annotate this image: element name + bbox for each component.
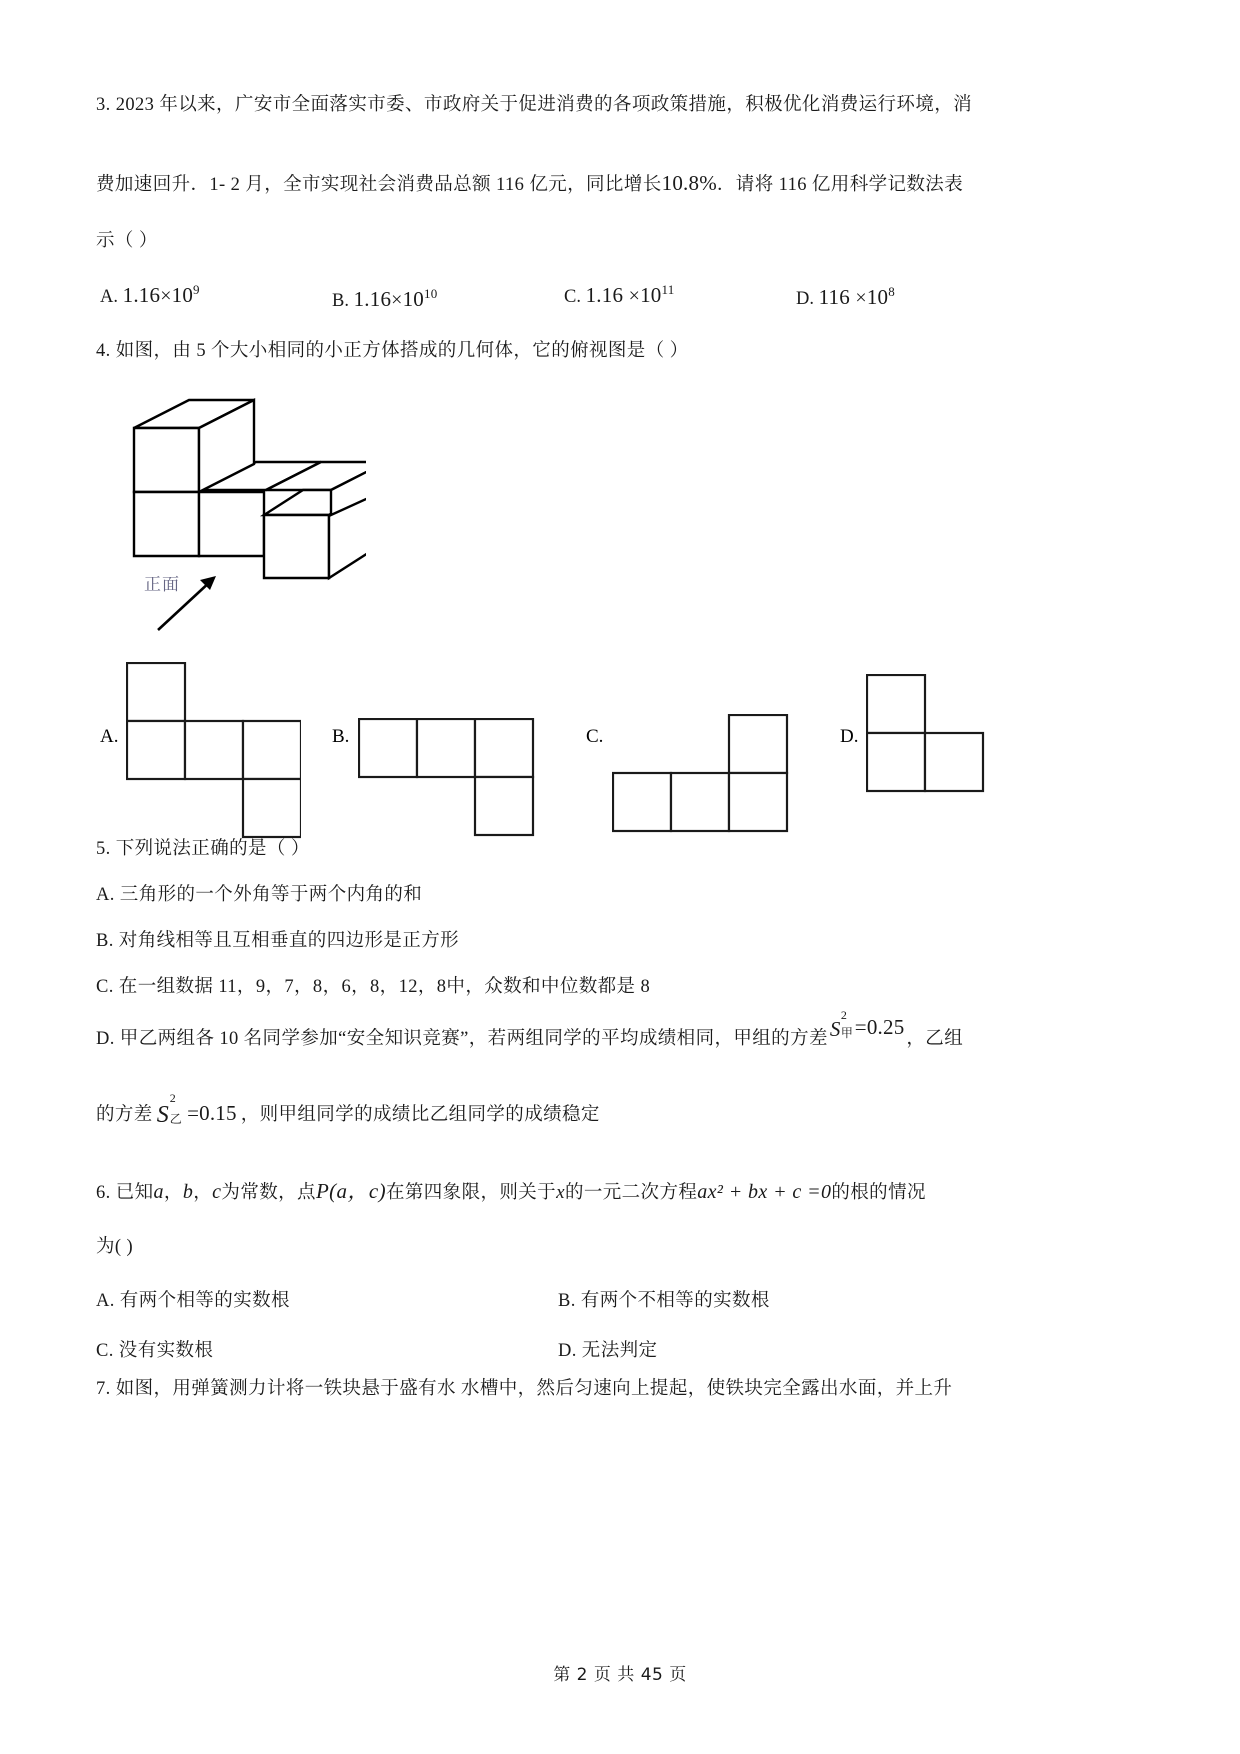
question-6-p1: 6. 已知 bbox=[96, 1183, 154, 1203]
question-3-option-d-value: $116 \times 10^8$ bbox=[818, 284, 895, 309]
question-3-option-a-value: $1.16\times 10^9$ bbox=[122, 282, 200, 307]
question-6-text bbox=[96, 1178, 926, 1205]
question-3-line-3: 示（ ） bbox=[96, 231, 158, 251]
question-5-option-b[interactable]: B. 对角线相等且互相垂直的四边形是正方形 bbox=[96, 931, 459, 951]
question-3-line-2-tail: ．请将 116 亿用科学记数法表 bbox=[716, 175, 964, 195]
page-footer: 第 2 页 共 45 页 bbox=[553, 1665, 687, 1685]
question-3-option-d-label: D. bbox=[796, 289, 814, 309]
question-3-option-a[interactable] bbox=[100, 282, 200, 308]
question-5-option-d-part1: D. 甲乙两组各 10 名同学参加“安全知识竞赛”，若两组同学的平均成绩相同，甲组的方差 bbox=[96, 1029, 828, 1049]
question-3-line-2 bbox=[96, 170, 963, 197]
question-4-option-d-grid bbox=[866, 674, 1016, 854]
question-3-option-b-value: $1.16\times 10^{10}$ bbox=[353, 286, 438, 311]
question-7-text: 7. 如图，用弹簧测力计将一铁块悬于盛有水 水槽中，然后匀速向上提起，使铁块完全露出水面，并上升 bbox=[96, 1379, 953, 1399]
question-4-text: 4. 如图，由 5 个大小相同的小正方体搭成的几何体，它的俯视图是（ ） bbox=[96, 341, 689, 361]
question-3-inline-math: 10.8% bbox=[661, 171, 717, 195]
question-3-line-1: 3. 2023 年以来，广安市全面落实市委、市政府关于促进消费的各项政策措施，积极优化消费运行环境，消 bbox=[96, 95, 973, 115]
question-3-option-c-value: $1.16 \times 10^{11}$ bbox=[585, 282, 675, 307]
question-6-equation: ax² + bx + c =0 bbox=[697, 1181, 832, 1203]
question-6-p2: 为常数，点 bbox=[221, 1183, 316, 1203]
question-4-option-d-label: D. bbox=[840, 726, 859, 747]
question-6-p4: 的一元二次方程 bbox=[564, 1183, 698, 1203]
question-5-text: 5. 下列说法正确的是（ ） bbox=[96, 839, 310, 859]
question-4-solid-figure bbox=[106, 370, 366, 595]
question-5-option-d-part4: ，则甲组同学的成绩比乙组同学的成绩稳定 bbox=[240, 1105, 600, 1125]
question-6-p5: 的根的情况 bbox=[831, 1183, 926, 1203]
question-6-var-a: a bbox=[153, 1181, 164, 1203]
question-6-text-line2: 为( ) bbox=[96, 1237, 134, 1257]
question-6-option-c[interactable]: C. 没有实数根 bbox=[96, 1341, 214, 1361]
question-6-var-c: c bbox=[212, 1181, 222, 1203]
question-4-option-b-label: B. bbox=[332, 726, 350, 747]
question-6-option-b[interactable]: B. 有两个不相等的实数根 bbox=[558, 1291, 770, 1311]
question-6-option-d[interactable]: D. 无法判定 bbox=[558, 1341, 658, 1361]
question-4-option-b-grid bbox=[358, 718, 563, 843]
question-5-option-a[interactable]: A. 三角形的一个外角等于两个内角的和 bbox=[96, 885, 423, 905]
cube-solid-svg bbox=[106, 370, 366, 595]
question-6-point-p: P(a，c) bbox=[315, 1179, 386, 1203]
question-6-var-b: b bbox=[182, 1181, 194, 1203]
question-5-option-d-part3: 的方差 bbox=[96, 1105, 153, 1125]
question-3-option-a-label: A. bbox=[100, 287, 118, 307]
question-5-option-d-part2: ，乙组 bbox=[906, 1029, 964, 1049]
question-3-option-b-label: B. bbox=[332, 291, 349, 311]
question-7 bbox=[96, 1378, 1151, 1401]
question-6-option-a[interactable]: A. 有两个相等的实数根 bbox=[96, 1291, 290, 1311]
question-6-var-x: x bbox=[556, 1182, 565, 1203]
question-6-c2: ， bbox=[193, 1183, 213, 1203]
question-4-option-c-grid bbox=[612, 714, 817, 844]
question-4-option-c-label: C. bbox=[586, 726, 604, 747]
question-3-option-d[interactable] bbox=[796, 284, 895, 310]
question-3-option-c[interactable] bbox=[564, 282, 674, 308]
question-5-option-d-cont[interactable] bbox=[96, 1091, 600, 1130]
question-4-front-label: 正面 bbox=[144, 575, 180, 595]
question-3-option-c-label: C. bbox=[564, 287, 581, 307]
question-5-option-c[interactable]: C. 在一组数据 11，9，7，8，6，8，12，8中，众数和中位数都是 8 bbox=[96, 977, 651, 997]
question-6-p3: 在第四象限，则关于 bbox=[385, 1183, 557, 1203]
question-3-option-b[interactable] bbox=[332, 286, 437, 312]
question-3-line-2-text: 费加速回升．1- 2 月，全市实现社会消费品总额 116 亿元，同比增长 bbox=[96, 175, 662, 195]
question-4-option-a-grid bbox=[126, 662, 301, 842]
question-5-option-d[interactable] bbox=[96, 1008, 964, 1052]
variance-jia: S 2 甲 =0.25 bbox=[829, 1008, 905, 1041]
question-4-options bbox=[96, 618, 1151, 808]
question-6-c1: ， bbox=[163, 1183, 183, 1203]
variance-yi: S 2 乙 =0.15 bbox=[156, 1091, 237, 1128]
question-4-option-a-label: A. bbox=[100, 726, 119, 747]
